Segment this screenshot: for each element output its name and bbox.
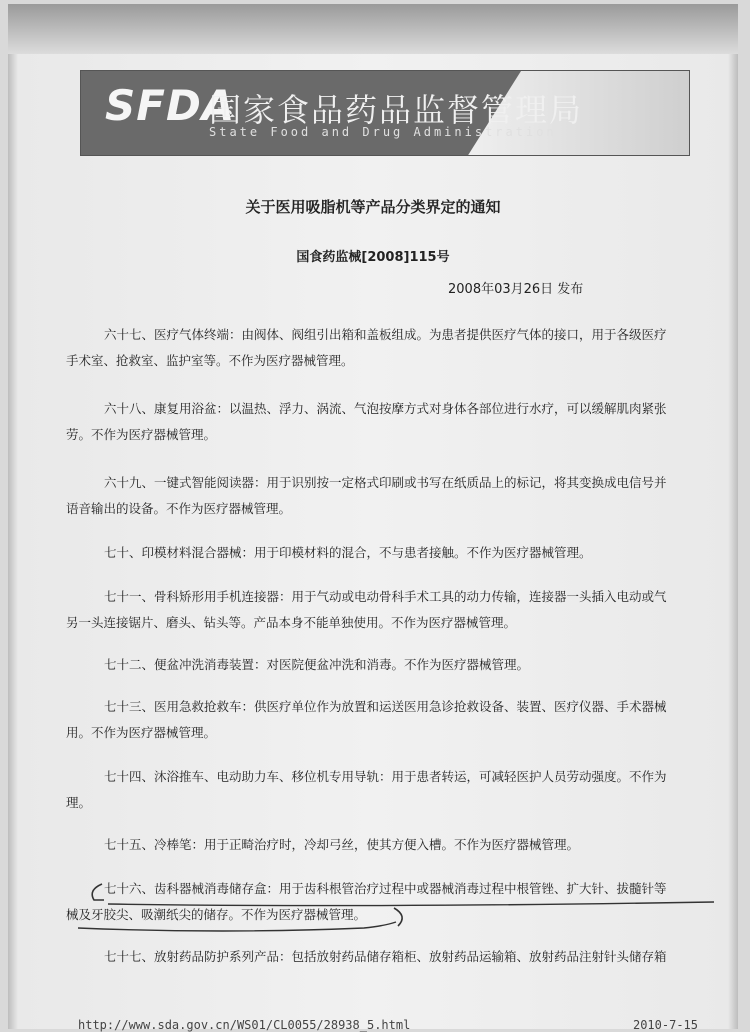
footer-date: 2010-7-15 — [632, 1018, 698, 1032]
document-number: 国食药监械[2008]115号 — [296, 250, 450, 265]
paragraph-71 — [66, 584, 682, 636]
paragraph-line: 劳。不作为医疗器械管理。 — [66, 427, 217, 442]
paragraph-line: 七十三、医用急救抢救车：供医疗单位作为放置和运送医用急诊抢救设备、装置、医疗仪器、手术器械 — [104, 699, 667, 714]
paragraph-line: 六十七、医疗气体终端：由阀体、阀组引出箱和盖板组成。为患者提供医疗气体的接口，用于各级医疗 — [104, 327, 667, 342]
sfda-logo: SFDA — [105, 81, 236, 130]
paragraph-line: 用。不作为医疗器械管理。 — [66, 725, 217, 740]
publish-date: 2008年03月26日 发布 — [448, 282, 584, 297]
scan-shadow — [8, 4, 738, 54]
paragraph-line: 七十七、放射药品防护系列产品：包括放射药品储存箱柜、放射药品运输箱、放射药品注射针头储存箱 — [104, 949, 667, 964]
paragraph-68 — [66, 396, 682, 448]
paragraph-line: 械及牙胶尖、吸潮纸尖的储存。不作为医疗器械管理。 — [66, 907, 367, 922]
paragraph-line: 六十九、一键式智能阅读器：用于识别按一定格式印刷或书写在纸质品上的标记，将其变换成电信号并 — [104, 475, 667, 490]
paragraph-75 — [72, 832, 682, 858]
paragraph-70 — [72, 540, 682, 566]
footer-url: http://www.sda.gov.cn/WS01/CL0055/28938_5.html — [78, 1018, 411, 1032]
agency-banner — [80, 70, 690, 156]
paragraph-76 — [66, 876, 682, 928]
paragraph-line: 手术室、抢救室、监护室等。不作为医疗器械管理。 — [66, 353, 354, 368]
paragraph-line: 七十四、沐浴推车、电动助力车、移位机专用导轨：用于患者转运，可减轻医护人员劳动强度。不作为 — [104, 769, 667, 784]
paragraph-77 — [72, 944, 682, 970]
scanned-page — [8, 4, 738, 1032]
agency-name-cn: 国家食品药品监督管理局 — [209, 91, 584, 129]
paragraph-line: 七十二、便盆冲洗消毒装置：对医院便盆冲洗和消毒。不作为医疗器械管理。 — [104, 657, 530, 672]
paragraph-line: 六十八、康复用浴盆：以温热、浮力、涡流、气泡按摩方式对身体各部位进行水疗，可以缓解肌肉紧张 — [104, 401, 667, 416]
print-footer — [78, 1018, 698, 1032]
paragraph-line: 理。 — [66, 795, 92, 810]
paragraph-73 — [66, 694, 682, 746]
paragraph-line: 七十一、骨科矫形用手机连接器：用于气动或电动骨科手术工具的动力传输，连接器一头插入电动或气 — [104, 589, 667, 604]
paragraph-line: 七十、印模材料混合器械：用于印模材料的混合，不与患者接触。不作为医疗器械管理。 — [104, 545, 592, 560]
paragraph-74 — [66, 764, 682, 816]
document-title: 关于医用吸脂机等产品分类界定的通知 — [245, 198, 501, 216]
paragraph-69 — [66, 470, 682, 522]
paragraph-line: 另一头连接锯片、磨头、钻头等。产品本身不能单独使用。不作为医疗器械管理。 — [66, 615, 517, 630]
agency-name-en: State Food and Drug Administration — [209, 125, 557, 139]
paragraph-line: 七十五、冷棒笔：用于正畸治疗时，冷却弓丝，使其方便入槽。不作为医疗器械管理。 — [104, 837, 580, 852]
paragraph-67 — [66, 322, 682, 374]
paragraph-line: 语音输出的设备。不作为医疗器械管理。 — [66, 501, 292, 516]
paragraph-line: 七十六、齿科器械消毒储存盒：用于齿科根管治疗过程中或器械消毒过程中根管锉、扩大针、拔髓针等 — [104, 881, 667, 896]
paragraph-72 — [72, 652, 682, 678]
